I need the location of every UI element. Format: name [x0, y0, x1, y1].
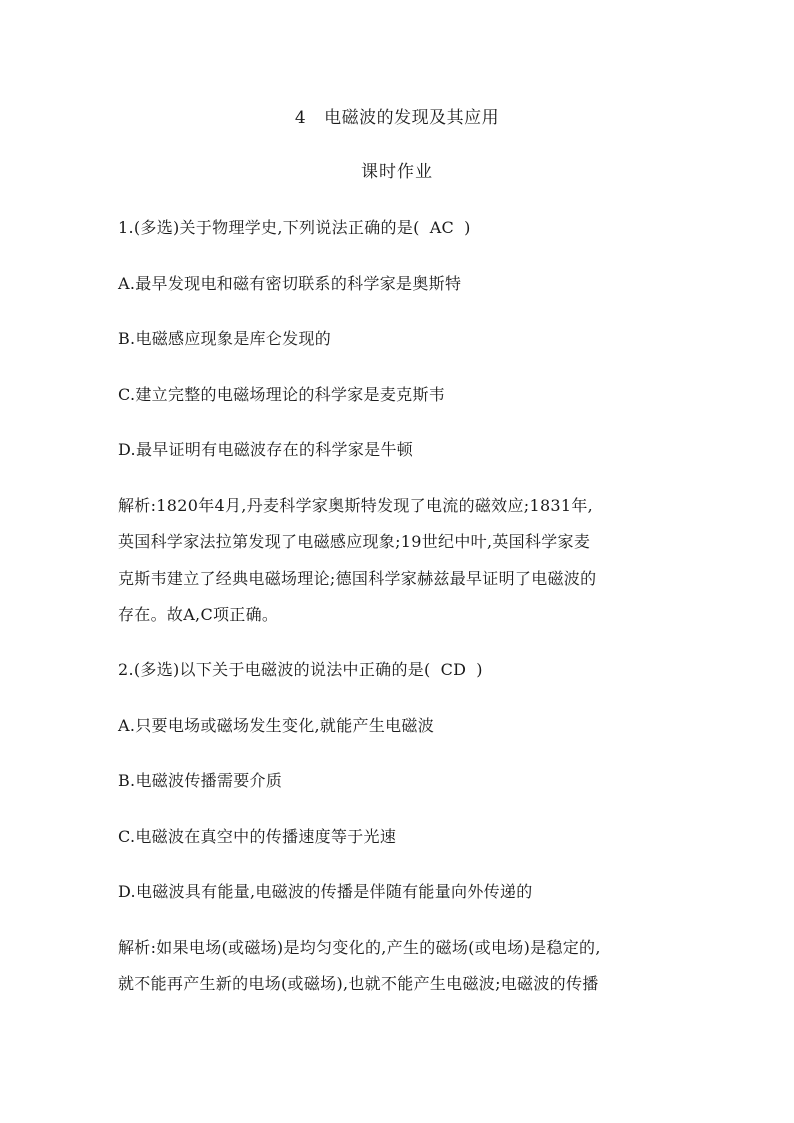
question-1-option-d: D.最早证明有电磁波存在的科学家是牛顿: [118, 440, 414, 459]
section-number: 4: [294, 108, 307, 128]
question-1-answer: AC: [429, 218, 455, 237]
question-1-close-paren: ): [464, 218, 471, 237]
question-1-stem-text: 1.(多选)关于物理学史,下列说法正确的是(: [118, 218, 420, 237]
analysis-line: 存在。故A,C项正确。: [118, 605, 279, 624]
question-2-stem-text: 2.(多选)以下关于电磁波的说法中正确的是(: [118, 660, 431, 679]
question-2-option-b: B.电磁波传播需要介质: [118, 771, 283, 790]
question-2-stem: [118, 654, 684, 710]
question-2-answer: CD: [440, 660, 467, 679]
question-1-option-c: C.建立完整的电磁场理论的科学家是麦克斯韦: [118, 384, 446, 404]
analysis-line: 就不能再产生新的电场(或磁场),也就不能产生电磁波;电磁波的传播: [118, 974, 599, 993]
section-subtitle: 课时作业: [361, 162, 433, 182]
analysis-line: 解析:如果电场(或磁场)是均匀变化的,产生的磁场(或电场)是稳定的,: [118, 937, 601, 957]
question-2-option-a: A.只要电场或磁场发生变化,就能产生电磁波: [118, 715, 435, 735]
section-title: [0, 104, 794, 132]
analysis-line: 解析:1820年4月,丹麦科学家奥斯特发现了电流的磁效应;1831年,: [118, 495, 594, 515]
question-1-option-a: A.最早发现电和磁有密切联系的科学家是奥斯特: [118, 273, 462, 293]
question-2-option-c: C.电磁波在真空中的传播速度等于光速: [118, 826, 397, 846]
question-list: [118, 212, 684, 1005]
question-2-analysis: [118, 932, 684, 1005]
question-1-stem: [118, 212, 684, 268]
question-2-close-paren: ): [476, 660, 483, 679]
question-1-option-b: B.电磁感应现象是库仑发现的: [118, 329, 332, 348]
question-1-analysis: [118, 490, 684, 655]
question-2-option-d: D.电磁波具有能量,电磁波的传播是伴随有能量向外传递的: [118, 882, 533, 901]
analysis-line: 克斯韦建立了经典电磁场理论;德国科学家赫兹最早证明了电磁波的: [118, 568, 597, 588]
section-title-text: 电磁波的发现及其应用: [324, 108, 500, 128]
analysis-line: 英国科学家法拉第发现了电磁感应现象;19世纪中叶,英国科学家麦: [118, 532, 591, 551]
